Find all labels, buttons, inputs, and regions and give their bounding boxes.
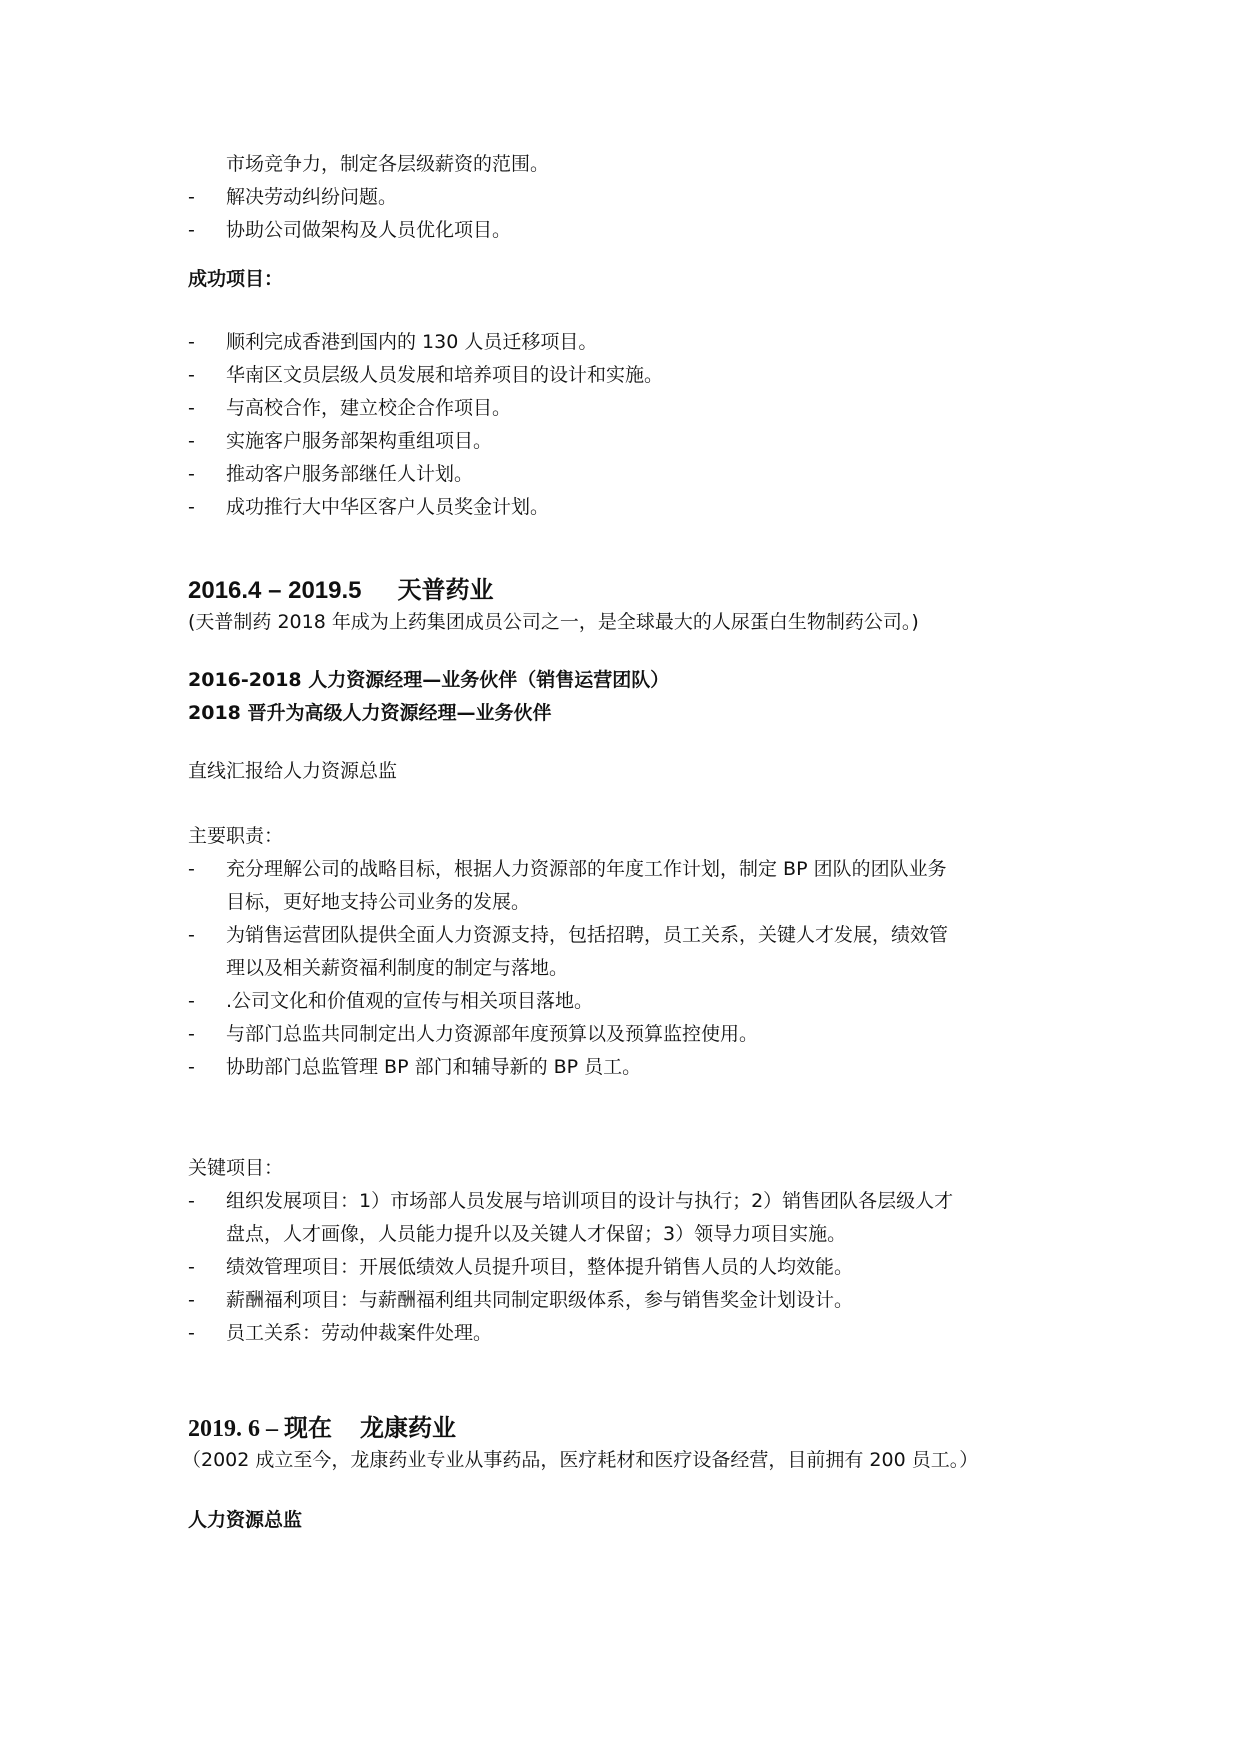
section-heading: 成功项目：: [188, 268, 284, 290]
list-item: - 推动客户服务部继任人计划。: [188, 463, 474, 485]
list-item: - 与部门总监共同制定出人力资源部年度预算以及预算监控使用。: [188, 1023, 759, 1045]
bullet-list: [188, 181, 1088, 247]
list-item: - 成功推行大中华区客户人员奖金计划。: [188, 496, 550, 518]
job-title: 2018 晋升为高级人力资源经理—业务伙伴: [188, 702, 552, 724]
list-item: - 与高校合作，建立校企合作项目。: [188, 397, 512, 419]
company-note: （2002 成立至今，龙康药业专业从事药品，医疗耗材和医疗设备经营，目前拥有 200 员工。）: [182, 1449, 979, 1471]
list-item: - 顺利完成香港到国内的 130 人员迁移项目。: [188, 331, 598, 353]
job-company: 天普药业: [397, 576, 494, 604]
success-list: [188, 326, 1088, 524]
list-item: - 华南区文员层级人员发展和培养项目的设计和实施。: [188, 364, 664, 386]
job-title: 人力资源总监: [188, 1509, 303, 1531]
list-item: - 为销售运营团队提供全面人力资源支持，包括招聘，员工关系，关键人才发展，绩效管 理以及相关薪资福利制度的制定与落地。: [188, 924, 949, 979]
section-heading: 主要职责：: [188, 825, 284, 847]
job-period: 2019. 6 – 现在: [188, 1416, 332, 1442]
list-item: - 绩效管理项目：开展低绩效人员提升项目，整体提升销售人员的人均效能。: [188, 1256, 854, 1278]
projects-list: [188, 1185, 1088, 1350]
job-title: 2016-2018 人力资源经理—业务伙伴（销售运营团队）: [188, 669, 670, 691]
list-item: - 协助公司做架构及人员优化项目。: [188, 219, 512, 241]
list-item: - .公司文化和价值观的宣传与相关项目落地。: [188, 990, 594, 1012]
duties-list: [188, 853, 1088, 1084]
list-item: - 充分理解公司的战略目标，根据人力资源部的年度工作计划，制定 BP 团队的团队业务 目标，更好地支持公司业务的发展。: [188, 858, 947, 913]
job-company: 龙康药业: [360, 1414, 456, 1442]
list-item: - 实施客户服务部架构重组项目。: [188, 430, 493, 452]
list-item: - 解决劳动纠纷问题。: [188, 186, 398, 208]
list-item: - 协助部门总监管理 BP 部门和辅导新的 BP 员工。: [188, 1056, 642, 1078]
job-period: 2016.4 – 2019.5: [188, 577, 362, 604]
list-item: - 员工关系：劳动仲裁案件处理。: [188, 1322, 493, 1344]
section-heading: 关键项目：: [188, 1157, 284, 1179]
text-line: 市场竞争力，制定各层级薪资的范围。: [226, 153, 550, 175]
company-note: (天普制药 2018 年成为上药集团成员公司之一，是全球最大的人尿蛋白生物制药公司。): [188, 611, 919, 633]
list-item: - 薪酬福利项目：与薪酬福利组共同制定职级体系，参与销售奖金计划设计。: [188, 1289, 854, 1311]
list-item: - 组织发展项目：1）市场部人员发展与培训项目的设计与执行；2）销售团队各层级人才 盘点，人才画像，人员能力提升以及关键人才保留；3）领导力项目实施。: [188, 1190, 954, 1245]
reporting-line: 直线汇报给人力资源总监: [188, 760, 398, 782]
